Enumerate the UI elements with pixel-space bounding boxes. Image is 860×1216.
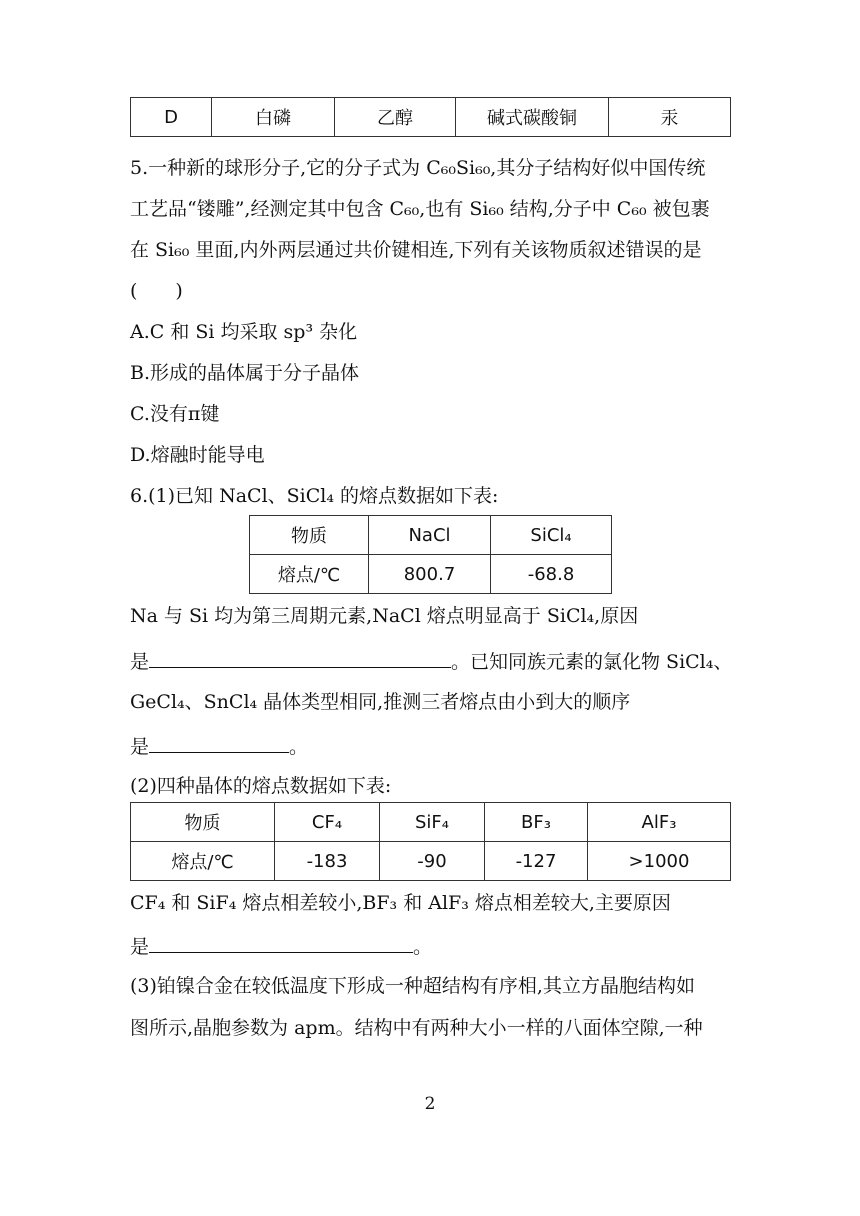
q6-intro: 6.(1)已知 NaCl、SiCl₄ 的熔点数据如下表: [130, 485, 499, 507]
q6-p1-line2 [130, 647, 732, 674]
table-row [131, 842, 731, 881]
table-cell: 汞 [609, 98, 731, 137]
answer-blank-3[interactable] [149, 932, 413, 953]
q6-p1-line4-post: 。 [289, 736, 309, 758]
answer-blank-1[interactable] [149, 647, 451, 668]
table-nacl-sicl4 [249, 515, 612, 594]
table-row [250, 555, 612, 594]
q6-part3-line1: (3)铂镍合金在较低温度下形成一种超结构有序相,其立方晶胞结构如 [130, 975, 695, 997]
table-header-cell: CF₄ [275, 803, 380, 842]
table-header-cell: SiCl₄ [491, 516, 612, 555]
q5-line1: 5.一种新的球形分子,它的分子式为 C₆₀Si₆₀,其分子结构好似中国传统 [130, 157, 706, 179]
q6-p2-line2-pre: 是 [130, 936, 150, 958]
q6-p1-line4 [130, 732, 308, 759]
table-cell: -183 [275, 842, 380, 881]
table-header-cell: 物质 [131, 803, 275, 842]
q6-part2-intro: (2)四种晶体的熔点数据如下表: [130, 775, 392, 797]
table-cell: -68.8 [491, 555, 612, 594]
q5-paren: ( ) [130, 280, 183, 302]
q5-option-d: D.熔融时能导电 [130, 444, 265, 466]
q5-line3: 在 Si₆₀ 里面,内外两层通过共价键相连,下列有关该物质叙述错误的是 [130, 239, 702, 261]
table-cell: 熔点/℃ [131, 842, 275, 881]
table-cell: >1000 [588, 842, 731, 881]
q5-option-b: B.形成的晶体属于分子晶体 [130, 362, 360, 384]
q6-part3-line2: 图所示,晶胞参数为 apm。结构中有两种大小一样的八面体空隙,一种 [130, 1017, 703, 1039]
table-cell: 碱式碳酸铜 [456, 98, 609, 137]
q6-p1-line4-pre: 是 [130, 736, 150, 758]
q6-p1-line2-post: 。已知同族元素的氯化物 SiCl₄、 [451, 651, 733, 673]
table-header-cell: SiF₄ [380, 803, 485, 842]
table-header-cell: BF₃ [485, 803, 588, 842]
table-cell: -127 [485, 842, 588, 881]
table-header-cell: AlF₃ [588, 803, 731, 842]
q6-p1-line1: Na 与 Si 均为第三周期元素,NaCl 熔点明显高于 SiCl₄,原因 [130, 605, 639, 627]
table-top [130, 97, 731, 137]
table-cell: -90 [380, 842, 485, 881]
table-header-cell: 物质 [250, 516, 369, 555]
q6-p1-line3: GeCl₄、SnCl₄ 晶体类型相同,推测三者熔点由小到大的顺序 [130, 691, 631, 713]
q6-p2-line1: CF₄ 和 SiF₄ 熔点相差较小,BF₃ 和 AlF₃ 熔点相差较大,主要原因 [130, 892, 671, 914]
table-cell: 800.7 [369, 555, 491, 594]
q6-p1-line2-pre: 是 [130, 651, 150, 673]
table-row [131, 98, 731, 137]
q6-p2-line2 [130, 932, 432, 959]
table-header-cell: NaCl [369, 516, 491, 555]
table-cell: 白磷 [212, 98, 335, 137]
q6-p2-line2-post: 。 [413, 936, 433, 958]
page-number: 2 [424, 1094, 436, 1114]
table-cell: 熔点/℃ [250, 555, 369, 594]
q5-option-c: C.没有π键 [130, 403, 220, 425]
q5-line2: 工艺品“镂雕”,经测定其中包含 C₆₀,也有 Si₆₀ 结构,分子中 C₆₀ 被包裹 [130, 198, 710, 220]
q5-option-a: A.C 和 Si 均采取 sp³ 杂化 [130, 321, 358, 343]
table-row [131, 803, 731, 842]
answer-blank-2[interactable] [149, 732, 289, 753]
table-cell: 乙醇 [335, 98, 456, 137]
table-fluorides [130, 802, 731, 881]
table-cell: D [131, 98, 212, 137]
table-row [250, 516, 612, 555]
